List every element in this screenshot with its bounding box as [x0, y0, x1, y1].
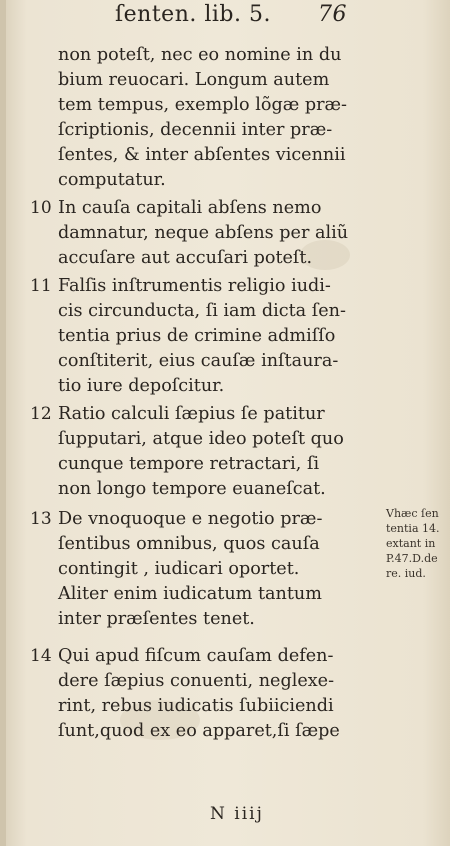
- running-header: [0, 2, 450, 32]
- text-line: Falſis inſtrumentis religio iudi-: [58, 276, 331, 296]
- text-line: accuſare aut accuſari poteſt.: [58, 248, 313, 268]
- signature-mark: N iiij: [210, 804, 264, 824]
- text-line: cunque tempore retractari, ſi: [58, 454, 320, 474]
- paragraph-number: 14: [30, 646, 52, 666]
- page-gutter: [0, 0, 6, 846]
- text-line: ſunt,quod ex eo apparet,ſi ſæpe: [58, 721, 340, 741]
- text-line: tem tempus, exemplo lõgæ præ-: [58, 95, 347, 115]
- paragraph-number: 10: [30, 198, 52, 218]
- text-line: dere ſæpius conuenti, neglexe-: [58, 671, 335, 691]
- margin-note-line: extant in: [386, 537, 436, 550]
- text-line: damnatur, neque abſens per aliũ: [58, 223, 349, 243]
- text-line: ſupputari, atque ideo poteſt quo: [58, 429, 344, 449]
- text-line: ſentibus omnibus, quos cauſa: [58, 534, 320, 554]
- margin-note-line: re. iud.: [386, 567, 426, 580]
- text-line: rint, rebus iudicatis ſubiiciendi: [58, 696, 334, 716]
- text-line: bium reuocari. Longum autem: [58, 70, 330, 90]
- text-line: De vnoquoque e negotio præ-: [58, 509, 323, 529]
- text-line: contingit , iudicari oportet.: [58, 559, 300, 579]
- text-line: In cauſa capitali abſens nemo: [58, 198, 322, 218]
- text-line: Ratio calculi ſæpius ſe patitur: [58, 404, 325, 424]
- running-title: ſenten. lib. 5.: [115, 2, 271, 27]
- paragraph-number: 11: [30, 276, 52, 296]
- margin-note-line: tentia 14.: [386, 522, 440, 535]
- text-line: Qui apud fiſcum cauſam defen-: [58, 646, 334, 666]
- text-line: cis circunducta, ſi iam dicta ſen-: [58, 301, 346, 321]
- page-number: 76: [318, 2, 347, 27]
- text-line: Aliter enim iudicatum tantum: [58, 584, 322, 604]
- paragraph-number: 12: [30, 404, 52, 424]
- paragraph-number: 13: [30, 509, 52, 529]
- text-line: computatur.: [58, 170, 166, 190]
- text-line: ſcriptionis, decennii inter præ-: [58, 120, 333, 140]
- margin-note-line: Vhæc ſen: [386, 507, 439, 520]
- text-line: inter præſentes tenet.: [58, 609, 255, 629]
- text-line: tio iure depoſcitur.: [58, 376, 225, 396]
- text-line: non poteſt, nec eo nomine in du: [58, 45, 342, 65]
- text-line: ſentes, & inter abſentes vicennii: [58, 145, 346, 165]
- margin-note: [386, 506, 450, 581]
- text-line: conſtiterit, eius cauſæ inſtaura-: [58, 351, 339, 371]
- text-line: non longo tempore euaneſcat.: [58, 479, 326, 499]
- text-line: tentia prius de crimine admiſſo: [58, 326, 336, 346]
- margin-note-line: P.47.D.de: [386, 552, 438, 565]
